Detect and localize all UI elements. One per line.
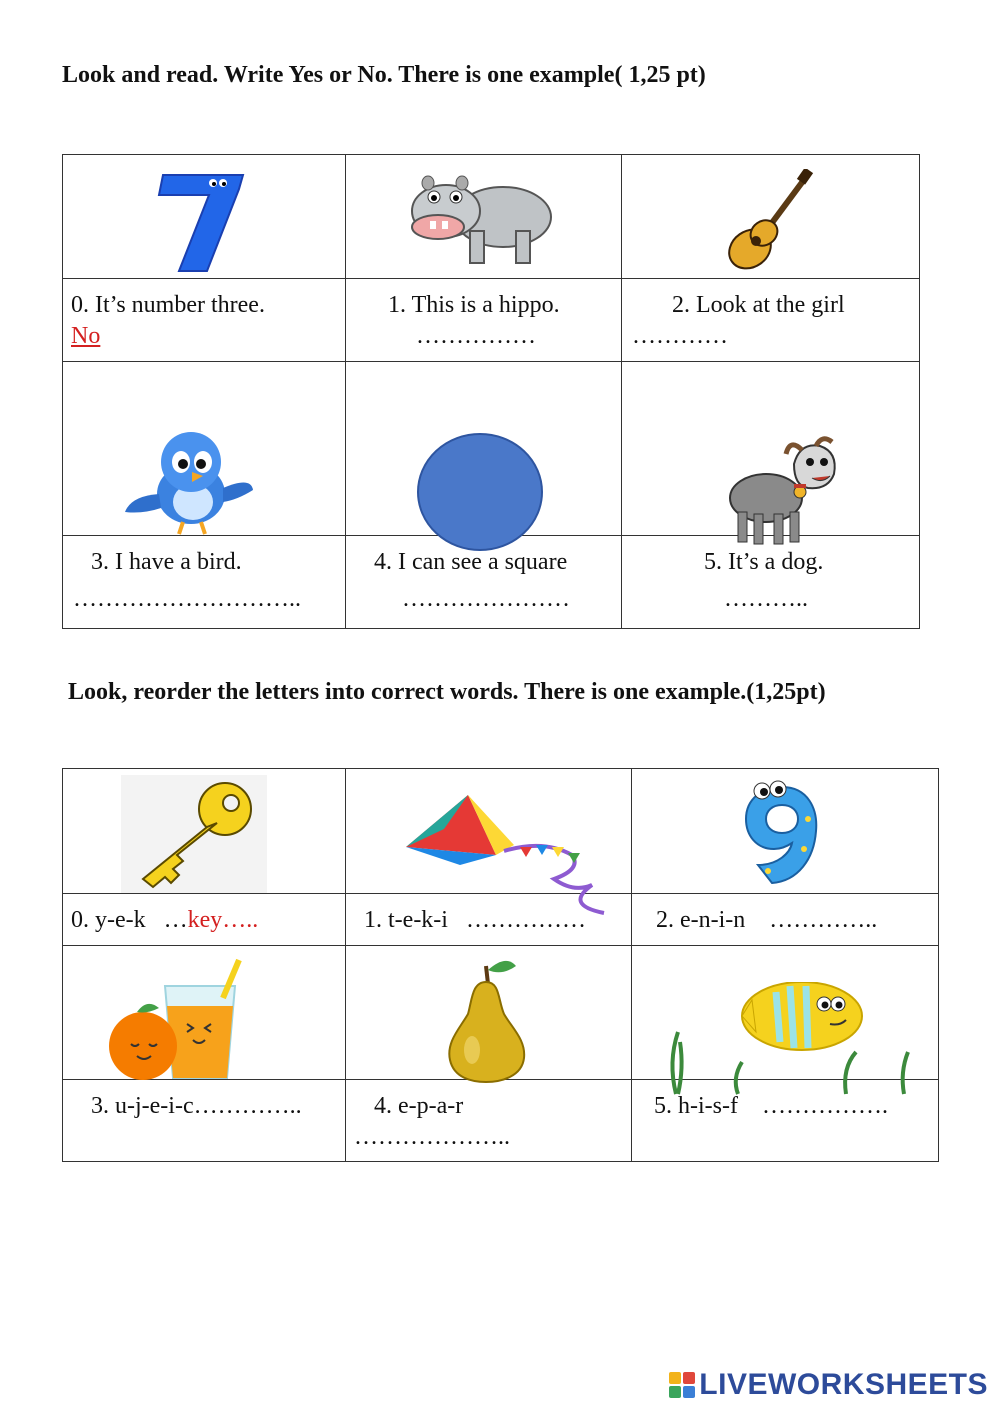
example-answer: key….. [187, 907, 259, 933]
reorder-row [364, 905, 631, 936]
reorder-row [91, 1091, 345, 1122]
sentence: 3. I have a bird. [91, 549, 242, 575]
item-cell [346, 1080, 632, 1162]
example-answer: No [71, 323, 101, 349]
image-cell [346, 362, 622, 536]
yes-no-table [62, 154, 920, 629]
answer-blank[interactable]: …………… [416, 323, 536, 349]
item-cell [632, 1080, 939, 1162]
sentence: 2. Look at the girl [672, 292, 845, 318]
bird-icon [123, 424, 258, 539]
item-cell [63, 536, 346, 629]
scrambled-letters: 1. t-e-k-i [364, 907, 448, 933]
brand-name: LIVEWORKSHEETS [699, 1368, 988, 1401]
answer-blank[interactable]: ……………….. [354, 1124, 510, 1150]
scrambled-letters: 3. u-j-e-i-c [91, 1093, 194, 1119]
image-cell [346, 155, 622, 279]
juice-orange-icon [107, 958, 257, 1083]
number-nine-icon [738, 779, 828, 889]
reorder-row [654, 1091, 938, 1122]
item-cell [346, 279, 622, 362]
logo-square [669, 1372, 681, 1384]
item-cell [346, 536, 622, 629]
sentence: 5. It’s a dog. [704, 549, 824, 575]
image-cell [622, 155, 920, 279]
section1-title: Look and read. Write Yes or No. There is one example( 1,25 pt) [62, 62, 706, 88]
answer-blank[interactable]: ………….. [769, 907, 878, 933]
answer-blank[interactable]: ……………………….. [73, 586, 301, 612]
image-cell [63, 769, 346, 894]
image-cell [63, 155, 346, 279]
item-cell [346, 894, 632, 946]
image-cell [63, 362, 346, 536]
sentence: 1. This is a hippo. [388, 292, 560, 318]
item-cell [63, 279, 346, 362]
liveworksheets-logo[interactable] [669, 1368, 988, 1402]
scrambled-letters: 4. e-p-a-r [374, 1093, 464, 1119]
logo-square [683, 1386, 695, 1398]
sentence: 0. It’s number three. [71, 292, 265, 318]
item-cell [632, 894, 939, 946]
liveworksheets-mark-icon [669, 1372, 695, 1398]
answer-blank[interactable]: ………………… [402, 586, 570, 612]
guitar-icon [724, 169, 814, 274]
reorder-table [62, 768, 939, 1162]
answer-blank[interactable]: ……….. [724, 586, 808, 612]
example-row [71, 905, 345, 936]
scrambled-letters: 5. h-i-s-f [654, 1093, 738, 1119]
logo-square [683, 1372, 695, 1384]
answer-blank[interactable]: ………….. [193, 1093, 302, 1119]
key-icon [121, 775, 267, 893]
hippo-icon [408, 169, 558, 274]
blue-circle-icon [416, 432, 546, 552]
image-cell [63, 946, 346, 1080]
number-seven-icon [151, 167, 251, 277]
item-cell [63, 894, 346, 946]
answer-blank[interactable]: ……………. [761, 1093, 888, 1119]
logo-square [669, 1386, 681, 1398]
pear-icon [442, 954, 532, 1084]
goat-icon [724, 434, 844, 549]
sentence: 4. I can see a square [374, 549, 568, 575]
answer-blank[interactable]: ………… [632, 323, 728, 349]
image-cell [632, 769, 939, 894]
scrambled-letters: 0. y-e-k [71, 907, 146, 933]
reorder-row [656, 905, 938, 936]
answer-blank[interactable]: …………… [465, 907, 586, 933]
image-cell [632, 946, 939, 1080]
item-cell [63, 1080, 346, 1162]
item-cell [622, 536, 920, 629]
scrambled-letters: 2. e-n-i-n [656, 907, 746, 933]
answer-prefix: … [163, 907, 188, 933]
image-cell [346, 769, 632, 894]
image-cell [622, 362, 920, 536]
item-cell [622, 279, 920, 362]
section2-title: Look, reorder the letters into correct words. There is one example.(1,25pt) [68, 679, 826, 705]
image-cell [346, 946, 632, 1080]
